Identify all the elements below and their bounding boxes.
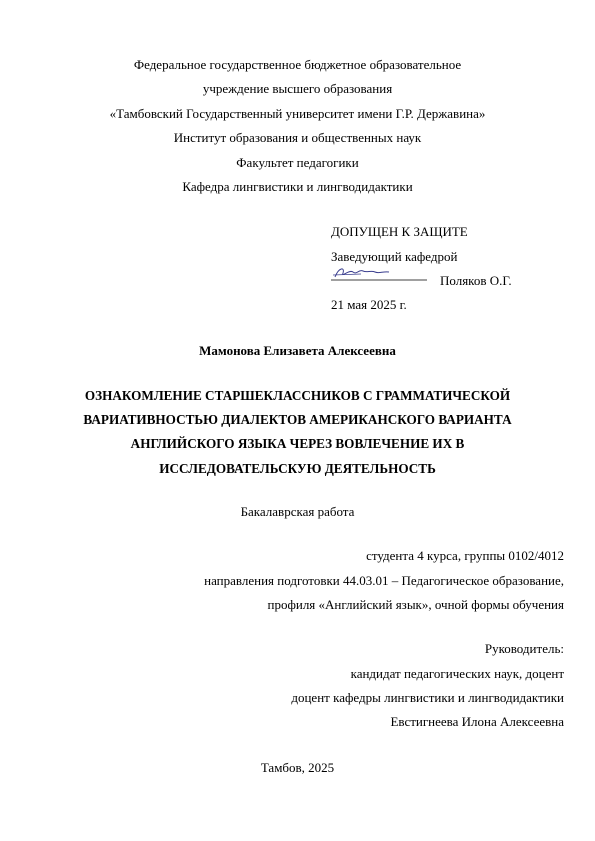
admitted-label: ДОПУЩЕН К ЗАЩИТЕ: [331, 224, 468, 239]
header-line-3: «Тамбовский Государственный университет имени Г.Р. Державина»: [109, 106, 486, 121]
student-line-2: направления подготовки 44.03.01 – Педагогическое образование,: [204, 573, 564, 588]
city-year: Тамбов, 2025: [260, 760, 335, 775]
title-line-4: ИССЛЕДОВАТЕЛЬСКУЮ ДЕЯТЕЛЬНОСТЬ: [159, 461, 436, 476]
signature-image: [331, 263, 427, 281]
header-line-1: Федеральное государственное бюджетное образовательное: [133, 57, 462, 72]
head-title: Заведующий кафедрой: [331, 249, 458, 264]
student-line-3: профиля «Английский язык», очной формы обучения: [267, 597, 564, 612]
header-line-5: Факультет педагогики: [236, 155, 359, 170]
title-line-2: ВАРИАТИВНОСТЬЮ ДИАЛЕКТОВ АМЕРИКАНСКОГО ВАРИАНТА: [83, 412, 512, 427]
supervisor-position: доцент кафедры лингвистики и лингводидактики: [291, 690, 564, 705]
supervisor-name: Евстигнеева Илона Алексеевна: [390, 714, 564, 729]
supervisor-degree: кандидат педагогических наук, доцент: [350, 666, 564, 681]
header-line-2: учреждение высшего образования: [202, 81, 393, 96]
title-line-1: ОЗНАКОМЛЕНИЕ СТАРШЕКЛАССНИКОВ С ГРАММАТИЧЕСКОЙ: [84, 388, 511, 403]
work-type: Бакалаврская работа: [240, 504, 355, 519]
header-line-6: Кафедра лингвистики и лингводидактики: [182, 179, 413, 194]
student-line-1: студента 4 курса, группы 0102/4012: [366, 548, 564, 563]
head-name: Поляков О.Г.: [440, 273, 512, 288]
title-line-3: АНГЛИЙСКОГО ЯЗЫКА ЧЕРЕЗ ВОВЛЕЧЕНИЕ ИХ В: [130, 436, 465, 451]
header-line-4: Институт образования и общественных наук: [173, 130, 422, 145]
supervisor-label: Руководитель:: [484, 641, 564, 656]
author-name: Мамонова Елизавета Алексеевна: [199, 343, 396, 358]
approval-date: 21 мая 2025 г.: [331, 297, 407, 312]
